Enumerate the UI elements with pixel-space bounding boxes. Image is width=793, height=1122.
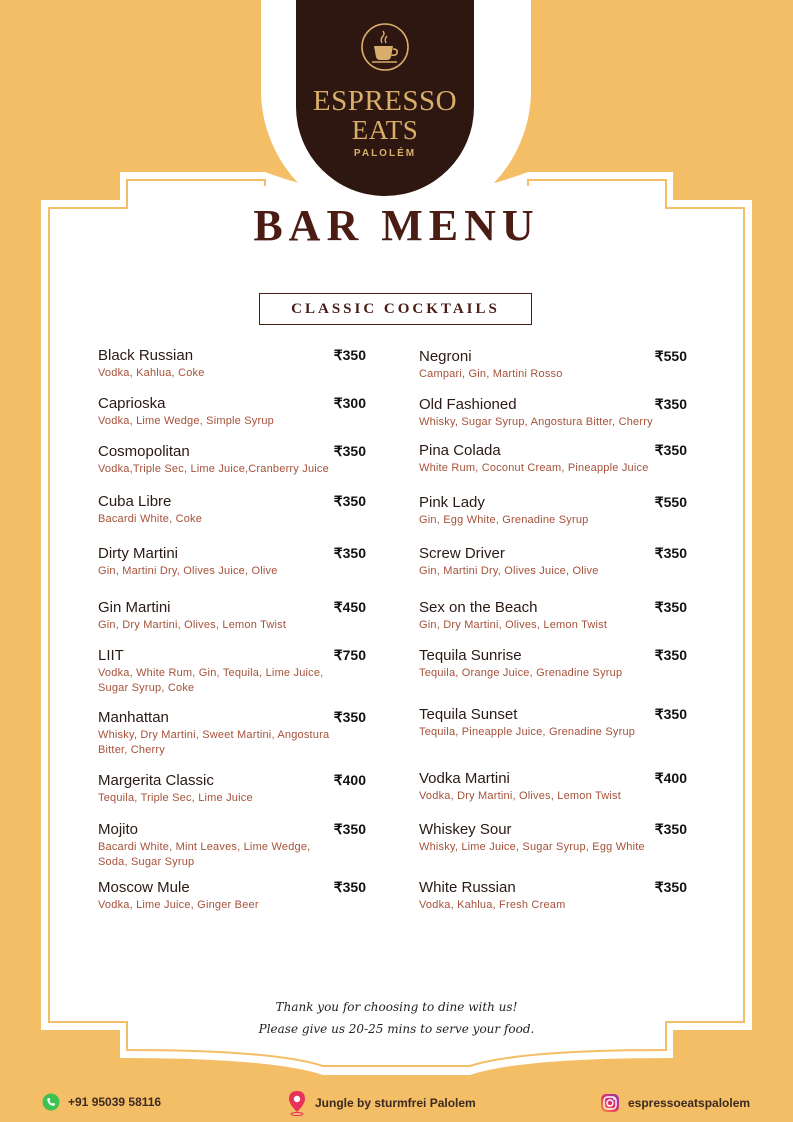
item-name: LIIT xyxy=(98,647,124,664)
menu-item xyxy=(98,599,366,633)
brand-name-line2: EATS xyxy=(351,115,419,145)
item-name: Black Russian xyxy=(98,347,194,364)
item-description: Gin, Martini Dry, Olives Juice, Olive xyxy=(98,565,278,577)
item-description: Whisky, Lime Juice, Sugar Syrup, Egg White xyxy=(419,841,645,853)
item-name: Sex on the Beach xyxy=(419,599,538,616)
instagram-icon xyxy=(600,1093,620,1113)
item-price: ₹300 xyxy=(333,395,366,411)
thanks-line2: Please give us 20-25 mins to serve your food. xyxy=(258,1022,535,1036)
whatsapp-icon xyxy=(42,1093,60,1111)
thanks-line1: Thank you for choosing to dine with us! xyxy=(275,1000,518,1014)
coffee-cup-icon xyxy=(360,22,410,72)
menu-item xyxy=(98,545,366,579)
item-price: ₹350 xyxy=(333,821,366,837)
item-name: Tequila Sunrise xyxy=(419,647,522,664)
item-price: ₹400 xyxy=(654,770,687,786)
menu-item xyxy=(419,494,687,528)
item-description: Vodka, Lime Wedge, Simple Syrup xyxy=(98,415,274,427)
item-name: White Russian xyxy=(419,879,516,896)
footer-location[interactable] xyxy=(287,1090,476,1116)
item-name: Caprioska xyxy=(98,395,166,412)
item-name: Pina Colada xyxy=(419,442,501,459)
menu-item xyxy=(419,879,687,913)
item-name: Cuba Libre xyxy=(98,493,172,510)
item-name: Tequila Sunset xyxy=(419,706,518,723)
item-price: ₹350 xyxy=(333,493,366,509)
item-price: ₹350 xyxy=(654,442,687,458)
menu-item xyxy=(419,706,687,740)
menu-item xyxy=(98,709,366,758)
item-price: ₹550 xyxy=(654,348,687,364)
menu-item xyxy=(419,396,687,430)
item-name: Gin Martini xyxy=(98,599,171,616)
menu-item xyxy=(98,443,366,477)
menu-item xyxy=(419,348,687,382)
item-description: Gin, Dry Martini, Olives, Lemon Twist xyxy=(98,619,287,631)
item-price: ₹450 xyxy=(333,599,366,615)
menu-item xyxy=(419,599,687,633)
item-price: ₹350 xyxy=(333,545,366,561)
menu-item xyxy=(98,395,366,429)
section-heading: CLASSIC COCKTAILS xyxy=(259,293,532,325)
item-name: Margerita Classic xyxy=(98,772,214,789)
item-price: ₹350 xyxy=(654,879,687,895)
item-name: Pink Lady xyxy=(419,494,485,511)
brand-name-line1: ESPRESSO xyxy=(312,85,458,117)
menu-item xyxy=(98,493,366,527)
map-pin-icon xyxy=(287,1090,307,1116)
menu-item xyxy=(419,770,687,804)
item-description: Bacardi White, Coke xyxy=(98,513,203,525)
item-price: ₹750 xyxy=(333,647,366,663)
menu-item xyxy=(98,821,366,870)
item-description: Vodka, White Rum, Gin, Tequila, Lime Juice, Sugar Syrup, Coke xyxy=(98,667,324,694)
item-description: White Rum, Coconut Cream, Pineapple Juice xyxy=(419,462,649,474)
instagram-handle: espressoeatspalolem xyxy=(628,1096,751,1110)
item-description: Vodka, Kahlua, Fresh Cream xyxy=(419,899,566,911)
item-name: Whiskey Sour xyxy=(419,821,512,838)
item-price: ₹350 xyxy=(654,821,687,837)
item-name: Moscow Mule xyxy=(98,879,190,896)
item-name: Screw Driver xyxy=(419,545,505,562)
footer-phone[interactable] xyxy=(42,1093,161,1111)
item-price: ₹350 xyxy=(654,396,687,412)
item-price: ₹350 xyxy=(654,545,687,561)
item-description: Bacardi White, Mint Leaves, Lime Wedge, Soda, Sugar Syrup xyxy=(98,841,311,868)
item-description: Vodka, Kahlua, Coke xyxy=(98,367,205,379)
item-price: ₹350 xyxy=(333,879,366,895)
item-name: Negroni xyxy=(419,348,472,365)
item-description: Whisky, Sugar Syrup, Angostura Bitter, Cherry xyxy=(419,416,653,428)
item-description: Vodka, Dry Martini, Olives, Lemon Twist xyxy=(419,790,621,802)
menu-item xyxy=(98,772,366,806)
item-price: ₹350 xyxy=(333,443,366,459)
item-price: ₹350 xyxy=(333,347,366,363)
item-description: Tequila, Triple Sec, Lime Juice xyxy=(98,792,253,804)
item-name: Vodka Martini xyxy=(419,770,510,787)
item-description: Vodka,Triple Sec, Lime Juice,Cranberry Juice xyxy=(98,463,329,475)
item-name: Cosmopolitan xyxy=(98,443,190,460)
item-name: Old Fashioned xyxy=(419,396,517,413)
item-description: Gin, Egg White, Grenadine Syrup xyxy=(419,514,589,526)
item-description: Whisky, Dry Martini, Sweet Martini, Angostura Bitter, Cherry xyxy=(98,729,330,756)
page-title: BAR MENU xyxy=(253,201,540,250)
location-text: Jungle by sturmfrei Palolem xyxy=(315,1096,476,1110)
item-name: Manhattan xyxy=(98,709,169,726)
item-price: ₹350 xyxy=(654,599,687,615)
item-description: Campari, Gin, Martini Rosso xyxy=(419,368,563,380)
footer-instagram[interactable] xyxy=(600,1093,750,1113)
item-description: Tequila, Orange Juice, Grenadine Syrup xyxy=(419,667,623,679)
menu-item xyxy=(419,545,687,579)
phone-number: +91 95039 58116 xyxy=(68,1095,162,1109)
item-description: Gin, Dry Martini, Olives, Lemon Twist xyxy=(419,619,608,631)
item-description: Gin, Martini Dry, Olives Juice, Olive xyxy=(419,565,599,577)
item-name: Mojito xyxy=(98,821,139,838)
item-price: ₹400 xyxy=(333,772,366,788)
item-price: ₹550 xyxy=(654,494,687,510)
item-description: Vodka, Lime Juice, Ginger Beer xyxy=(98,899,259,911)
menu-item xyxy=(419,647,687,681)
item-price: ₹350 xyxy=(654,706,687,722)
item-price: ₹350 xyxy=(654,647,687,663)
item-price: ₹350 xyxy=(333,709,366,725)
menu-item xyxy=(98,347,366,381)
item-description: Tequila, Pineapple Juice, Grenadine Syrup xyxy=(419,726,636,738)
item-name: Dirty Martini xyxy=(98,545,179,562)
brand-logo xyxy=(296,0,474,196)
menu-item xyxy=(419,442,687,476)
menu-item xyxy=(98,647,366,696)
menu-item xyxy=(98,879,366,913)
brand-location: PALOLÉM xyxy=(353,148,417,159)
menu-item xyxy=(419,821,687,855)
